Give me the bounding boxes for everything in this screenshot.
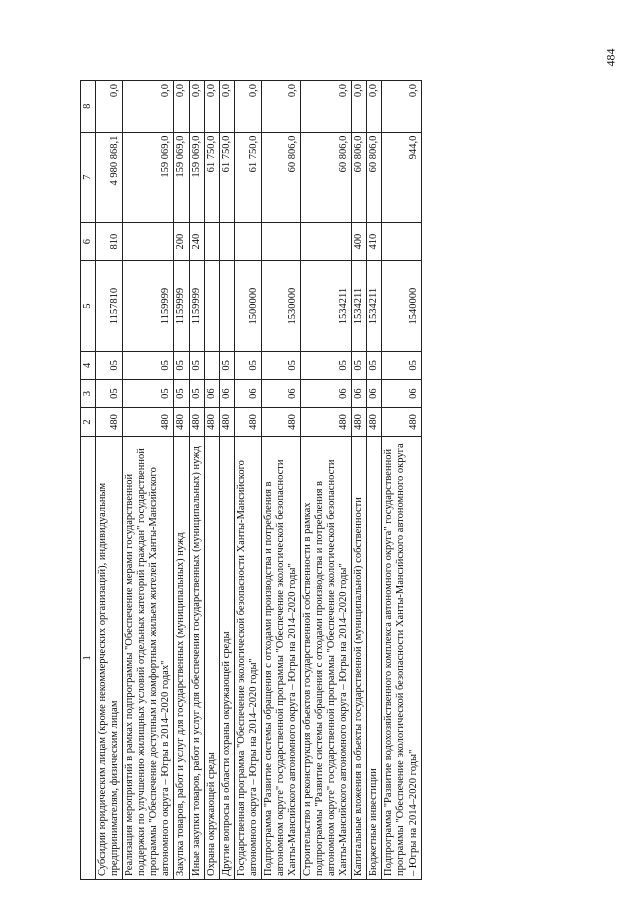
row-value-cell-6 [123, 222, 174, 261]
row-value-cell-4: 05 [174, 351, 189, 379]
row-value-cell-6 [382, 222, 421, 261]
column-header-1: 1 [81, 436, 96, 879]
row-value-cell-4: 05 [189, 351, 204, 379]
row-value-cell-6 [261, 222, 300, 261]
row-value-cell-3: 05 [189, 380, 204, 408]
row-value-cell-5: 1159999 [123, 261, 174, 351]
row-value-cell-7: 61 750,0 [234, 132, 261, 222]
table-row [123, 81, 174, 880]
row-value-cell-3: 05 [96, 380, 123, 408]
column-header-7: 7 [81, 132, 96, 222]
row-value-cell-4: 05 [301, 351, 352, 379]
row-value-cell-2: 480 [234, 408, 261, 436]
column-header-6: 6 [81, 222, 96, 261]
row-value-cell-6: 240 [189, 222, 204, 261]
row-value-cell-7: 61 750,0 [219, 132, 234, 222]
row-value-cell-4: 05 [96, 351, 123, 379]
table-row [352, 81, 367, 880]
row-name-cell: Закупка товаров, работ и услуг для государственных (муниципальных) нужд [174, 436, 189, 879]
table-row [189, 81, 204, 880]
row-value-cell-7: 159 069,0 [123, 132, 174, 222]
row-value-cell-4: 05 [382, 351, 421, 379]
row-value-cell-5: 1500000 [234, 261, 261, 351]
row-value-cell-3: 06 [382, 380, 421, 408]
row-value-cell-3: 06 [367, 380, 382, 408]
row-value-cell-6: 410 [367, 222, 382, 261]
table-row [96, 81, 123, 880]
row-value-cell-8: 0,0 [219, 81, 234, 133]
row-value-cell-2: 480 [261, 408, 300, 436]
row-name-cell: Капитальные вложения в объекты государственной (муниципальной) собственности [352, 436, 367, 879]
row-value-cell-7: 159 069,0 [189, 132, 204, 222]
row-value-cell-5: 1530000 [261, 261, 300, 351]
row-value-cell-2: 480 [96, 408, 123, 436]
row-value-cell-8: 0,0 [301, 81, 352, 133]
row-value-cell-8: 0,0 [123, 81, 174, 133]
row-value-cell-6 [204, 222, 219, 261]
row-value-cell-6 [234, 222, 261, 261]
table-row [234, 81, 261, 880]
row-value-cell-5: 1534211 [301, 261, 352, 351]
row-name-cell: Субсидии юридическим лицам (кроме некоммерческих организаций), индивидуальным предпринимателям, физическим лицам [96, 436, 123, 879]
row-value-cell-2: 480 [174, 408, 189, 436]
row-value-cell-4 [204, 351, 219, 379]
row-value-cell-5: 1540000 [382, 261, 421, 351]
row-value-cell-5: 1159999 [189, 261, 204, 351]
row-value-cell-7: 60 806,0 [261, 132, 300, 222]
row-value-cell-8: 0,0 [174, 81, 189, 133]
table-row [367, 81, 382, 880]
row-value-cell-4: 05 [219, 351, 234, 379]
column-header-5: 5 [81, 261, 96, 351]
row-value-cell-3: 06 [301, 380, 352, 408]
row-value-cell-4: 05 [261, 351, 300, 379]
row-value-cell-5: 1534211 [352, 261, 367, 351]
row-value-cell-3: 06 [204, 380, 219, 408]
table-row [301, 81, 352, 880]
row-name-cell: Охрана окружающей среды [204, 436, 219, 879]
column-header-3: 3 [81, 380, 96, 408]
row-value-cell-3: 06 [234, 380, 261, 408]
row-value-cell-2: 480 [204, 408, 219, 436]
row-name-cell: Подпрограмма "Развитие водохозяйственного комплекса автономного округа" государственной программы "Обеспечение экологической безопасности Ханты-Мансийского автономного округа – Югры на 2014–2020 годы" [382, 436, 421, 879]
row-value-cell-2: 480 [367, 408, 382, 436]
row-value-cell-2: 480 [189, 408, 204, 436]
row-name-cell: Строительство и реконструкция объектов государственной собственности в рамках подпрограммы "Развитие системы обращения с отходами производства и потребления в автономном округе" государственной программы "Обеспечение экологической безопасности Ханты-Мансийского автономного округа – Югры на 2014–2020 годы" [301, 436, 352, 879]
row-value-cell-8: 0,0 [96, 81, 123, 133]
row-value-cell-7: 60 806,0 [301, 132, 352, 222]
row-value-cell-8: 0,0 [382, 81, 421, 133]
row-value-cell-5 [219, 261, 234, 351]
row-value-cell-7: 4 980 868,1 [96, 132, 123, 222]
row-value-cell-8: 0,0 [234, 81, 261, 133]
row-value-cell-8: 0,0 [261, 81, 300, 133]
header-row [81, 81, 96, 880]
row-value-cell-4: 05 [367, 351, 382, 379]
row-name-cell: Подпрограмма "Развитие системы обращения с отходами производства и потребления в автономном округе" государственной программы "Обеспечение экологической безопасности Ханты-Мансийского автономного округа – Югры на 2014–2020 годы" [261, 436, 300, 879]
row-value-cell-6: 810 [96, 222, 123, 261]
row-value-cell-8: 0,0 [204, 81, 219, 133]
row-value-cell-5: 1157810 [96, 261, 123, 351]
row-name-cell: Реализация мероприятий в рамках подпрограммы "Обеспечение мерами государственной поддержки по улучшению жилищных условий отдельных категорий граждан" государственной программы "Обеспечение доступным и комфортным жильем жителей Ханты-Мансийского автономного округа – Югры в 2014–2020 годах" [123, 436, 174, 879]
row-value-cell-7: 159 069,0 [174, 132, 189, 222]
row-name-cell: Другие вопросы в области охраны окружающей среды [219, 436, 234, 879]
rotated-page-content [80, 80, 550, 880]
page-number: 484 [603, 48, 618, 67]
table-body [96, 81, 422, 880]
row-value-cell-7: 60 806,0 [352, 132, 367, 222]
row-value-cell-2: 480 [352, 408, 367, 436]
row-value-cell-7: 60 806,0 [367, 132, 382, 222]
table-row [261, 81, 300, 880]
row-value-cell-2: 480 [382, 408, 421, 436]
row-value-cell-8: 0,0 [352, 81, 367, 133]
table-row [204, 81, 219, 880]
row-value-cell-4: 05 [234, 351, 261, 379]
row-value-cell-2: 480 [301, 408, 352, 436]
row-value-cell-3: 05 [123, 380, 174, 408]
column-header-8: 8 [81, 81, 96, 133]
budget-table [80, 80, 422, 880]
column-header-2: 2 [81, 408, 96, 436]
row-value-cell-2: 480 [219, 408, 234, 436]
row-value-cell-8: 0,0 [189, 81, 204, 133]
row-name-cell: Государственная программа "Обеспечение экологической безопасности Ханты-Мансийского автономного округа – Югры на 2014–2020 годы" [234, 436, 261, 879]
row-value-cell-6 [219, 222, 234, 261]
column-header-4: 4 [81, 351, 96, 379]
row-value-cell-7: 944,0 [382, 132, 421, 222]
row-value-cell-3: 05 [174, 380, 189, 408]
row-value-cell-7: 61 750,0 [204, 132, 219, 222]
row-name-cell: Бюджетные инвестиции [367, 436, 382, 879]
row-value-cell-5 [204, 261, 219, 351]
row-value-cell-5: 1159999 [174, 261, 189, 351]
table-row [382, 81, 421, 880]
table-row [219, 81, 234, 880]
row-value-cell-6: 200 [174, 222, 189, 261]
row-value-cell-2: 480 [123, 408, 174, 436]
row-value-cell-4: 05 [123, 351, 174, 379]
row-value-cell-6: 400 [352, 222, 367, 261]
table-row [174, 81, 189, 880]
row-value-cell-3: 06 [219, 380, 234, 408]
row-value-cell-3: 06 [261, 380, 300, 408]
row-name-cell: Иные закупки товаров, работ и услуг для обеспечения государственных (муниципальных) нужд [189, 436, 204, 879]
row-value-cell-6 [301, 222, 352, 261]
row-value-cell-5: 1534211 [367, 261, 382, 351]
row-value-cell-3: 06 [352, 380, 367, 408]
row-value-cell-4: 05 [352, 351, 367, 379]
row-value-cell-8: 0,0 [367, 81, 382, 133]
